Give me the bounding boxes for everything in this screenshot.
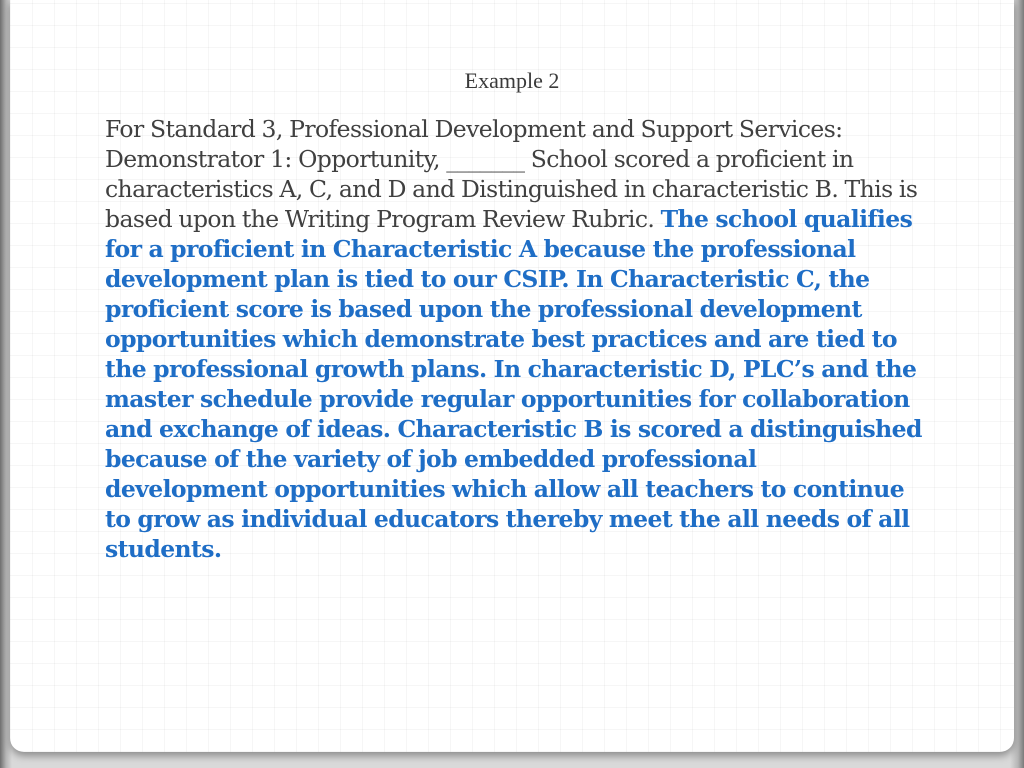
body-emphasis-text: The school qualifies for a proficient in Characteristic A because the professional development plan is tied to our CSIP. In Characteristic C, the proficient score is based upon the professional development opportunities which demonstrate best practices and are tied to the professional growth plans. In characteristic D, PLC’s and the master schedule provide regular opportunities for collaboration and exchange of ideas. Characteristic B is scored a distinguished because of the variety of job embedded professional development opportunities which allow all teachers to continue to grow as individual educators thereby meet the all needs of all students. [105,205,922,563]
slide-body [105,114,925,564]
body-intro-text: For Standard 3, Professional Development and Support Services: Demonstrator 1: Opportunity, _______ School scored a proficient in characteristics A, C, and D and Distinguished in characteristic B. This is based upon the Writing Program Review Rubric. [105,115,918,233]
slide-title: Example 2 [464,68,560,93]
